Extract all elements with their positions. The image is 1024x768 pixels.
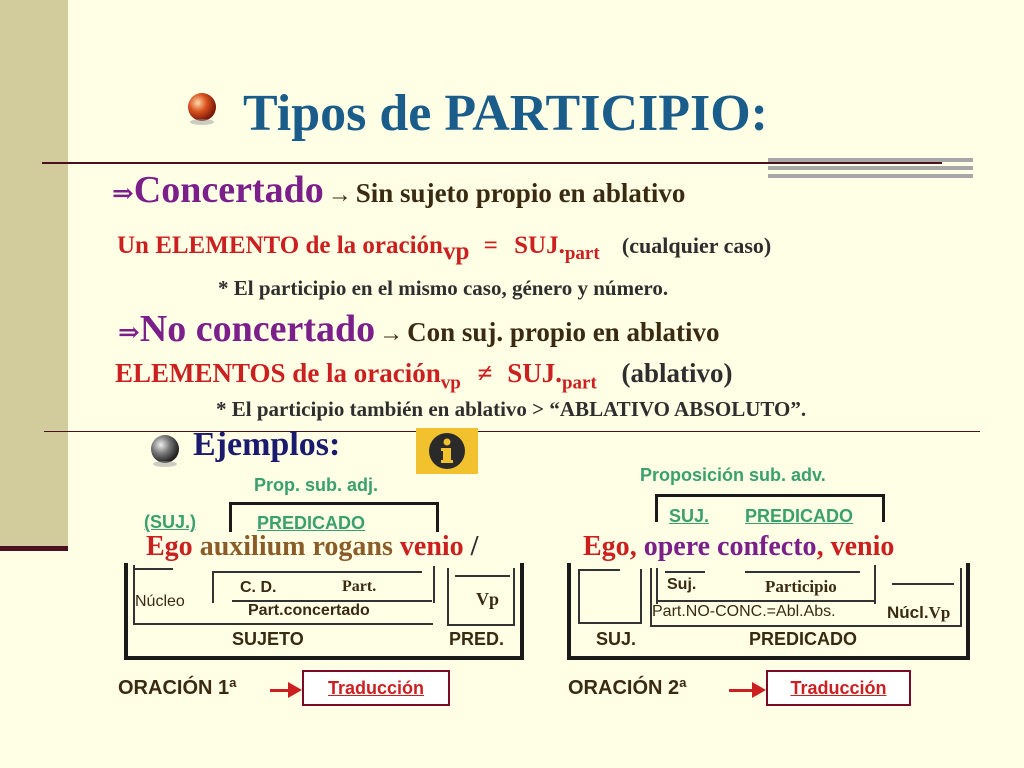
- no-concertado-description: Con suj. propio en ablativo: [407, 317, 720, 347]
- concertado-rule: [117, 232, 771, 266]
- tree-line: [520, 563, 524, 660]
- tree-line: [124, 656, 524, 660]
- vp-label: Vp: [476, 589, 500, 609]
- word: auxilium: [199, 531, 306, 562]
- tree-line: [578, 622, 642, 624]
- bullet-ball-icon: [185, 92, 219, 126]
- rule-suj: SUJ.: [507, 358, 562, 388]
- vp-label: Vp: [928, 603, 951, 622]
- tree-line: [640, 569, 642, 624]
- concertado-heading: Concertado: [133, 169, 324, 211]
- word: confecto: [717, 531, 817, 562]
- info-glyph-icon: [427, 431, 467, 471]
- rule-text: ELEMENTOS de la oración: [115, 358, 441, 388]
- title-rule: [42, 162, 942, 164]
- no-concertado-heading: No concertado: [139, 308, 376, 350]
- predicado-label: PREDICADO: [745, 506, 854, 526]
- implies-icon: ⇒: [112, 179, 134, 208]
- arrow-right-icon: →: [379, 321, 404, 347]
- concertado-description: Sin sujeto propio en ablativo: [355, 178, 686, 208]
- rule-case: (cualquier caso): [621, 233, 772, 258]
- predicado-label: PREDICADO: [257, 513, 366, 533]
- predicado-bottom-label: PREDICADO: [749, 629, 858, 649]
- word: venio: [830, 531, 895, 562]
- tree-line: [650, 568, 652, 627]
- tree-line: [133, 565, 135, 625]
- nucleo-label: Núcleo: [135, 593, 185, 610]
- sentence-1: [146, 531, 478, 563]
- title-stripe: [768, 174, 973, 178]
- tree-line: [874, 565, 876, 604]
- arrow-right-icon: [752, 682, 766, 698]
- rule-sub: vp: [440, 372, 461, 394]
- bullet-ball-icon: [148, 434, 182, 468]
- bracket: [229, 502, 439, 505]
- sujeto-label: SUJETO: [232, 629, 304, 649]
- tree-line: [567, 656, 969, 660]
- traduccion-1-button[interactable]: Traducción: [302, 670, 450, 706]
- word: rogans: [312, 531, 393, 562]
- tree-line: [960, 568, 962, 627]
- suj-bottom-label: SUJ.: [596, 629, 637, 649]
- tree-line: [580, 569, 620, 571]
- pred-label: PRED.: [449, 629, 505, 649]
- section-rule: [44, 431, 980, 432]
- tree-line: [447, 624, 515, 626]
- arrow-right-icon: [288, 682, 302, 698]
- concertado-note: * El participio en el mismo caso, género y número.: [218, 276, 669, 300]
- rule-equals: =: [483, 232, 498, 259]
- title-stripe: [768, 158, 973, 162]
- cd-label: C. D.: [240, 579, 277, 596]
- bracket: [229, 502, 232, 532]
- bracket: [655, 494, 885, 497]
- tree-line: [656, 600, 874, 602]
- prop-sub-adj-label: Prop. sub. adj.: [254, 475, 379, 495]
- tree-line: [212, 571, 214, 603]
- word: Ego: [146, 531, 193, 562]
- tree-line: [447, 568, 449, 626]
- part-no-conc-label: Part.NO-CONC.=Abl.Abs.: [652, 603, 836, 620]
- tree-line: [966, 563, 970, 660]
- part-label: Part.: [342, 578, 377, 595]
- oracion-1-label: ORACIÓN 1ª: [118, 677, 237, 699]
- concertado-heading-line: [112, 168, 685, 212]
- tree-line: [455, 575, 510, 577]
- proposicion-sub-adv-label: Proposición sub. adv.: [640, 465, 826, 485]
- title-stripe: [768, 166, 973, 170]
- tree-line: [513, 568, 515, 626]
- rule-sub-part: part: [561, 372, 597, 394]
- tree-line: [650, 625, 962, 627]
- tree-line: [212, 571, 422, 573]
- suj-small-label: Suj.: [667, 576, 697, 593]
- rule-case: (ablativo): [621, 358, 733, 388]
- tree-line: [578, 569, 580, 624]
- suj-label: (SUJ.): [144, 512, 197, 532]
- rule-sub: vp: [442, 238, 470, 265]
- suj-label: SUJ.: [669, 506, 710, 526]
- tree-line: [133, 568, 173, 570]
- slash: /: [470, 531, 479, 562]
- oracion-2-label: ORACIÓN 2ª: [568, 677, 687, 699]
- tree-line: [892, 583, 954, 585]
- traduccion-2-button[interactable]: Traducción: [766, 670, 911, 706]
- bracket: [882, 494, 885, 522]
- rule-sub-part: part: [564, 243, 600, 264]
- tree-line: [745, 571, 860, 573]
- word: Ego: [583, 531, 630, 562]
- part-concertado-label: Part.concertado: [248, 602, 370, 619]
- comma: ,: [629, 531, 637, 562]
- info-icon[interactable]: [416, 428, 478, 474]
- tree-line: [433, 566, 435, 603]
- tree-line: [665, 571, 705, 573]
- rule-text: Un ELEMENTO de la oración: [117, 232, 443, 259]
- arrow-right-icon: [270, 689, 290, 692]
- word: opere: [643, 531, 711, 562]
- bracket: [436, 502, 439, 532]
- ejemplos-label: Ejemplos:: [193, 426, 341, 463]
- nucl-vp-label: [887, 603, 950, 623]
- sidebar-band: [0, 0, 68, 548]
- no-concertado-note: * El participio también en ablativo > “ABLATIVO ABSOLUTO”.: [216, 397, 807, 421]
- tree-line: [133, 623, 433, 625]
- arrow-right-icon: →: [327, 182, 352, 208]
- bracket: [655, 494, 658, 522]
- sidebar-divider: [0, 546, 68, 551]
- word: venio: [399, 531, 464, 562]
- tree-line: [567, 563, 571, 660]
- no-concertado-rule: [115, 358, 733, 394]
- tree-line: [124, 563, 128, 660]
- nucl-label: Núcl.: [887, 603, 929, 622]
- comma: ,: [816, 531, 824, 562]
- rule-suj: SUJ.: [514, 232, 565, 259]
- tree-line: [656, 568, 658, 604]
- rule-not-equal: ≠: [477, 358, 493, 388]
- no-concertado-heading-line: [118, 307, 719, 351]
- sentence-2: [583, 531, 894, 563]
- page-title: Tipos de PARTICIPIO:: [243, 85, 769, 142]
- implies-icon: ⇒: [118, 318, 140, 347]
- participio-label: Participio: [765, 577, 837, 596]
